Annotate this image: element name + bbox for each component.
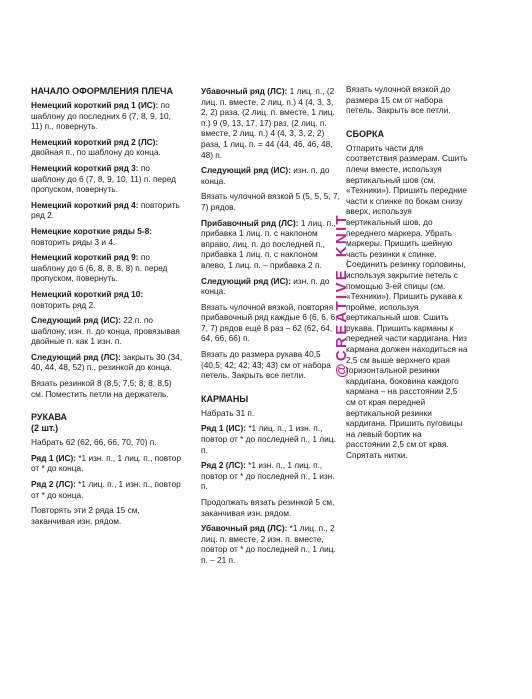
paragraph: Немецкий короткий ряд 3: по шаблону до 6 (7, 8, 9, 10, 11) п. перед пропуском, повернуть.: [31, 162, 176, 195]
paragraph: Ряд 1 (ИС): *1 изн. п., 1 лиц. п., повтор от * до конца.: [31, 452, 181, 474]
section-heading-shoulder: НАЧАЛО ОФОРМЛЕНИЯ ПЛЕЧА: [31, 86, 173, 96]
sleeve-instructions-continued: [201, 86, 341, 381]
paragraph: Вязать резинкой 8 (8,5; 7,5; 8; 8; 8,5) см. Поместить петли на держатель.: [31, 378, 172, 399]
column-right: [346, 84, 468, 466]
paragraph: Прибавочный ряд (ЛС): 1 лиц. п., прибавка 1 лиц. п. с наклоном вправо, лиц. п. до последней п., прибавка 1 лиц. п. с наклоном влево, 1 лиц. п. – прибавка 2 п.: [201, 217, 336, 270]
paragraph: Вязать до размера рукава 40,5 (40,5; 42; 42; 43; 43) см от набора петель. Закрыть все петли.: [201, 349, 331, 381]
watermark: @CREATIVE_KNIT: [333, 213, 350, 378]
paragraph: Продолжать вязать резинкой 5 см, заканчивая изн. рядом.: [201, 497, 335, 518]
paragraph: Повторять эти 2 ряда 15 см, заканчивая изн. рядом.: [31, 505, 140, 526]
section-heading-pockets: КАРМАНЫ: [201, 393, 249, 404]
pocket-instructions: [201, 408, 341, 566]
section-heading-assembly: СБОРКА: [346, 128, 384, 139]
paragraph: Вязать чулочной вязкой, повторяя прибавочный ряд каждые 6 (6, 6, 6, 7, 7) рядов ещё 8 раз – 62 (62, 64, 64, 66, 66) п.: [201, 301, 338, 344]
paragraph: Убавочный ряд (ЛС): *1 лиц. п., 2 лиц. п. вместе, 2 изн. п. вместе, повтор от * до последней п., 1 лиц. п. – 21 п.: [201, 523, 336, 565]
paragraph: Ряд 2 (ЛС): *1 изн. п., 1 лиц. п., повтор от * до последней п., 1 изн. п.: [201, 460, 335, 492]
paragraph: Немецкий короткий ряд 10: повторить ряд 2.: [31, 288, 144, 310]
section-heading-sleeves: РУКАВА: [31, 412, 68, 423]
paragraph: Ряд 1 (ИС): *1 лиц. п., 1 изн. п., повтор от * до последней п., 1 лиц. п.: [201, 423, 336, 455]
paragraph: Немецкий короткий ряд 2 (ЛС): двойная п., по шаблону до конца.: [31, 136, 161, 158]
paragraph: Следующий ряд (ИС): 22 п. по шаблону, изн. п. до конца, провязывая двойные п. как 1 изн. п.: [31, 315, 180, 347]
sleeve-instructions: [31, 437, 183, 526]
shoulder-instructions: [31, 100, 183, 399]
paragraph: Следующий ряд (ИС): изн. п. до конца.: [201, 275, 330, 297]
assembly-instructions: Отпарить части для соответствия размерам. Сшить плечи вместе, используя вертикальный шов (см. «Техники»). Пришить передние части к спинке по бокам снизу вверх, используя вертикальный шов, до переднего маркера. Убрать маркеры. Пришить шейную часть резинки к спинке. Соединить резинку горловины, используя закрытие петель с помощью 3-ей спицы (см. «Техники»). Пришить рукава к пройме, используя вертикальный шов. Сшить рукава. Пришить карманы к передней части кардигана. Низ кармана должен находиться на 2,5 см выше верхнего края горизонтальной резинки кардигана, боковина каждого кармана – на расстоянии 2,5 см от края передней вертикальной резинки кардигана. Пришить пуговицы на левый бортик на расстоянии 2,5 см от края. Спрятать нитки.: [346, 142, 468, 460]
paragraph: Набрать 31 п.: [201, 407, 255, 418]
column-middle: [201, 86, 341, 571]
paragraph: Вязать чулочной вязкой 5 (5, 5, 5, 7, 7) рядов.: [201, 191, 340, 212]
paragraph: Ряд 2 (ЛС): *1 лиц. п., 1 изн. п., повтор от * до конца.: [31, 479, 181, 500]
column-left: [31, 86, 183, 531]
section-subheading-sleeves: (2 шт.): [31, 423, 59, 434]
paragraph: Немецкие короткие ряды 5-8: повторить ряды 3 и 4.: [31, 225, 153, 247]
paragraph: Убавочный ряд (ЛС): 1 лиц. п., (2 лиц. п. вместе, 2 лиц. п.) 4 (4, 3, 3, 2, 2) раза, (2 лиц. п. вместе, 1 лиц. п.) 9 (9, 13, 17, 17) раз, (2 лиц. п. вместе, 2 лиц. п.) 4 (4, 3, 3, 2, 2) раза, 1 лиц. п. = 44 (44, 46, 46, 48, 48) п.: [201, 86, 335, 160]
paragraph: Немецкий короткий ряд 9: по шаблону до 6 (6, 8, 8, 8, 8) п. перед пропуском, повернуть.: [31, 252, 168, 284]
paragraph: Набрать 62 (62, 66, 66, 70, 70) п.: [31, 437, 157, 448]
paragraph: Следующий ряд (ИС): изн. п. до конца.: [201, 165, 330, 186]
pocket-instructions-end: Вязать чулочной вязкой до размера 15 см от набора петель. Закрыть все петли.: [346, 84, 451, 116]
paragraph: Немецкий короткий ряд 1 (ИС): по шаблону до последних 6 (7, 8, 9, 10, 11) п., повернуть.: [31, 100, 171, 132]
paragraph: Немецкий короткий ряд 4: повторить ряд 2.: [31, 199, 180, 221]
paragraph: Следующий ряд (ЛС): закрыть 30 (34, 40, 44, 48, 52) п., резинкой до конца.: [31, 351, 183, 373]
